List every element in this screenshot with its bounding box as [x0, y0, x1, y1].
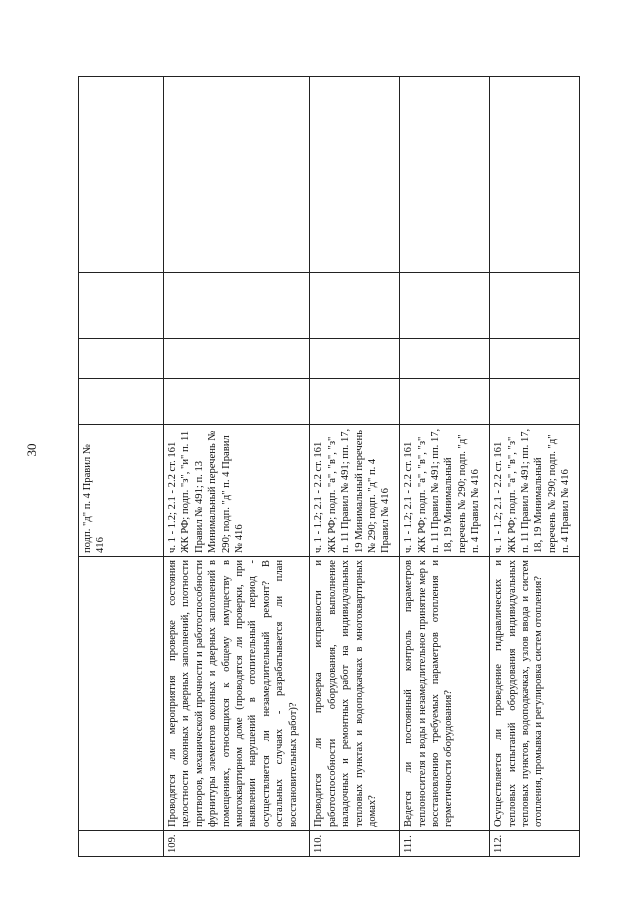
question-text: Проводится ли проверка исправности и работоспособности оборудования, выполнение наладочных и ремонтных работ на индивидуальных тепловых пунктах и водоподкачках в многоквартирных домах? [310, 557, 400, 831]
legal-reference: ч. 1 - 1.2; 2.1 - 2.2 ст. 161 ЖК РФ; подп. "а", "в", "з" п. 11 Правил № 491; пп. 17, 18, 19 Минимальный перечень № 290; подп. "д" п. 4 Правил № 416 [490, 425, 580, 557]
legal-reference: ч. 1 - 1.2; 2.1 - 2.2 ст. 161 ЖК РФ; подп. "а", "в", "з" п. 11 Правил № 491; пп. 17, 18, 19 Минимальный перечень № 290; подп. "д" п. 4 Правил № 416 [400, 425, 490, 557]
row-number [79, 831, 164, 857]
answer-cell-yes [400, 379, 490, 425]
comment-cell [164, 77, 310, 273]
answer-cell-yes [79, 379, 164, 425]
answer-cell-no [490, 339, 580, 379]
question-text: Осуществляется ли проведение гидравлических и тепловых испытаний оборудования индивидуальных тепловых пунктов, водоподкачках, узлов ввода и систем отопления, промывка и регулировка систем отопления? [490, 557, 580, 831]
row-number: 112. [490, 831, 580, 857]
answer-cell-na [310, 273, 400, 339]
table-row-112 [490, 77, 580, 857]
answer-cell-yes [490, 379, 580, 425]
page-number: 30 [24, 443, 39, 457]
table-row-109 [164, 77, 310, 857]
question-text: Ведется ли постоянный контроль параметров теплоносителя и воды и незамедлительное принятие мер к восстановлению требуемых параметров отопления и герметичности оборудования? [400, 557, 490, 831]
legal-reference: ч. 1 - 1.2; 2.1 - 2.2 ст. 161 ЖК РФ; подп. "а", "в", "з" п. 11 Правил № 491; пп. 17, 19 Минимальный перечень № 290; подп. "д" п. 4 Правил № 416 [310, 425, 400, 557]
legal-reference: ч. 1 - 1.2; 2.1 - 2.2 ст. 161 ЖК РФ; подп. "з", "и" п. 11 Правил № 491; п. 13 Минимальный перечень № 290; подп. "д" п. 4 Правил № 416 [164, 425, 310, 557]
row-number: 110. [310, 831, 400, 857]
comment-cell [310, 77, 400, 273]
legal-reference: подп. "д" п. 4 Правил № 416 [79, 425, 164, 557]
row-number: 109. [164, 831, 310, 857]
row-number: 111. [400, 831, 490, 857]
table-row-111 [400, 77, 490, 857]
table-row-continuation [79, 77, 164, 857]
answer-cell-na [490, 273, 580, 339]
checklist-table [78, 76, 580, 857]
answer-cell-no [400, 339, 490, 379]
table-row-110 [310, 77, 400, 857]
rotated-table-container [78, 77, 580, 857]
answer-cell-yes [164, 379, 310, 425]
question-text [79, 557, 164, 831]
answer-cell-yes [310, 379, 400, 425]
answer-cell-na [400, 273, 490, 339]
comment-cell [79, 77, 164, 273]
answer-cell-na [164, 273, 310, 339]
answer-cell-no [310, 339, 400, 379]
answer-cell-no [79, 339, 164, 379]
answer-cell-na [79, 273, 164, 339]
question-text: Проводятся ли мероприятия проверке состояния целостности оконных и дверных заполнений, плотности притворов, механической прочности и работоспособности фурнитуры элементов оконных и дверных заполнений в помещениях, относящихся к общему имуществу в многоквартирном доме (проводятся ли проверки, при выявлении нарушений в отопительный период - осуществляется ли незамедлительный ремонт? В остальных случаях - разрабатывается ли план восстановительных работ)? [164, 557, 310, 831]
answer-cell-no [164, 339, 310, 379]
comment-cell [400, 77, 490, 273]
comment-cell [490, 77, 580, 273]
